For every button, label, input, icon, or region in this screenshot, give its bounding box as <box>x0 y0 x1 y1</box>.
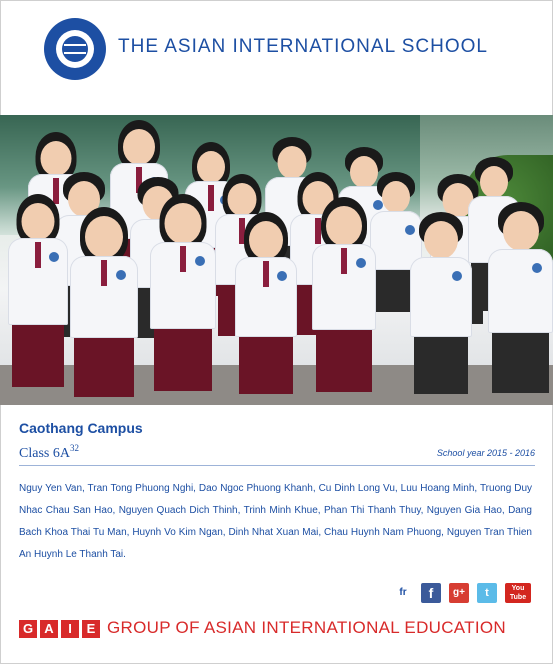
crest-globe <box>62 36 88 62</box>
school-title: THE ASIAN INTERNATIONAL SCHOOL <box>118 36 488 57</box>
gaie-letter-i: I <box>61 620 79 638</box>
crest-globe-line <box>64 52 86 54</box>
student-figure <box>150 197 216 405</box>
school-badge-icon <box>49 252 59 262</box>
student-skirt <box>74 338 134 397</box>
google-plus-label: g+ <box>453 587 465 598</box>
school-year: School year 2015 - 2016 <box>436 448 535 458</box>
gaie-letter-e: E <box>82 620 100 638</box>
student-face <box>22 203 55 240</box>
student-trousers <box>492 333 549 393</box>
student-face <box>249 221 283 259</box>
student-face <box>165 203 202 244</box>
campus-title: Caothang Campus <box>19 420 143 436</box>
gaie-letter-a: A <box>40 620 58 638</box>
google-plus-icon[interactable] <box>449 583 469 603</box>
student-face <box>424 221 458 259</box>
group-title: GROUP OF ASIAN INTERNATIONAL EDUCATION <box>107 618 506 637</box>
divider <box>19 465 535 466</box>
class-suffix: 32 <box>69 443 79 453</box>
student-shirt <box>488 249 553 333</box>
student-face <box>480 166 508 198</box>
student-tie <box>341 248 347 274</box>
class-name: Class 6A <box>19 446 70 461</box>
student-names: Nguy Yen Van, Tran Tong Phuong Nghi, Dao Ngoc Phuong Khanh, Cu Dinh Long Vu, Luu Hoang Minh, Truong Duy Nhac Chau San Hao, Nguyen Quach Dich Thinh, Trinh Minh Khue, Phan Thi Thanh Thuy, Nguyen Gia Hao, Dang Bach Khoa Thai Tu Man, Huynh Vo Kim Ngan, Dinh Nhat Xuan Mai, Chau Huynh Nam Phuong, Nguyen Tran Thien An Huynh Le Thanh Tai. <box>19 483 532 560</box>
student-skirt <box>239 337 294 394</box>
youtube-icon[interactable] <box>505 583 531 603</box>
school-badge-icon <box>532 263 542 273</box>
school-badge-icon <box>452 271 462 281</box>
twitter-label: t <box>485 587 489 599</box>
student-face <box>228 183 257 216</box>
student-figure <box>312 200 376 405</box>
student-face <box>326 206 362 246</box>
facebook-icon[interactable] <box>421 583 441 603</box>
school-badge-icon <box>116 270 126 280</box>
student-figure <box>410 215 472 405</box>
school-badge-icon <box>277 271 287 281</box>
student-face <box>41 141 72 176</box>
student-skirt <box>316 330 372 392</box>
student-tie <box>180 246 186 272</box>
student-figure <box>488 205 553 405</box>
class-label <box>19 443 79 462</box>
student-skirt <box>154 329 212 391</box>
student-shirt <box>410 257 472 337</box>
student-figure <box>8 197 68 405</box>
student-figure <box>235 215 297 405</box>
school-crest-icon <box>44 18 106 80</box>
school-badge-icon <box>356 258 366 268</box>
student-skirt <box>12 325 65 387</box>
student-face <box>382 181 410 213</box>
flickr-label: fr <box>399 587 407 598</box>
student-face <box>123 129 155 165</box>
gaie-letter-g: G <box>19 620 37 638</box>
student-tie <box>35 242 41 268</box>
youtube-label: You Tube <box>509 585 527 601</box>
student-figure <box>70 210 138 405</box>
student-face <box>503 211 539 251</box>
class-photo-image <box>0 115 553 405</box>
school-badge-icon <box>195 256 205 266</box>
student-trousers <box>414 337 469 394</box>
student-tie <box>263 261 269 287</box>
facebook-label: f <box>428 585 434 601</box>
crest-globe-line <box>64 44 86 46</box>
student-face <box>85 216 123 258</box>
student-tie <box>101 260 107 286</box>
twitter-icon[interactable] <box>477 583 497 603</box>
flickr-icon[interactable] <box>393 583 413 603</box>
